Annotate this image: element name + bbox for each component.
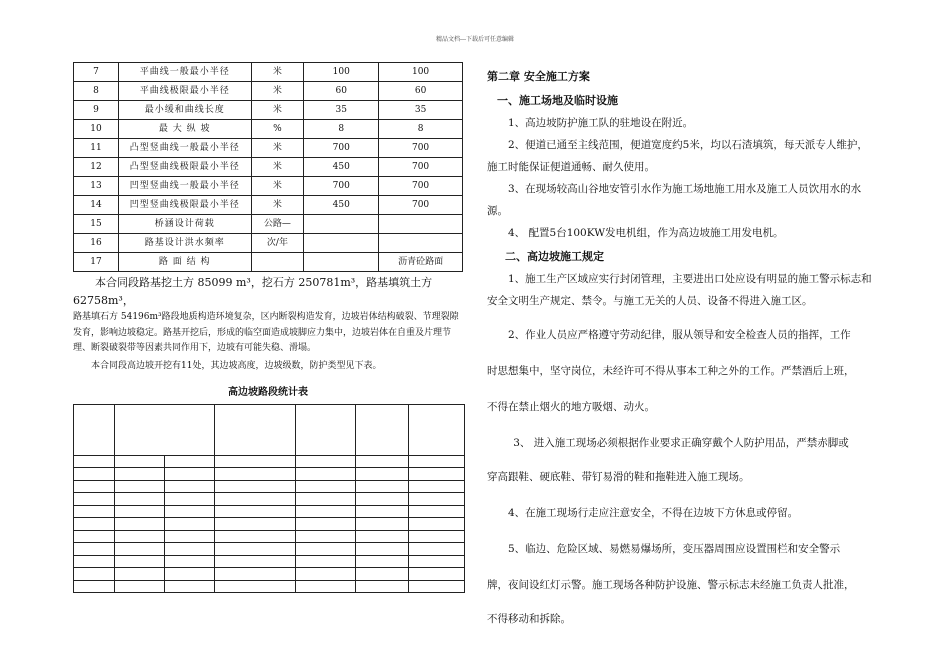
stat-cell (74, 455, 115, 468)
section-2-item: 2、作业人员应严格遵守劳动纪律，服从领导和安全检查人员的指挥，工作 (508, 329, 851, 341)
spec-cell-name: 路基设计洪水频率 (118, 234, 251, 253)
spec-cell-v1: 450 (304, 158, 379, 177)
spec-cell-v2: 700 (379, 177, 463, 196)
section-2-body (487, 268, 877, 630)
spec-cell-v1 (304, 234, 379, 253)
spec-row (74, 139, 463, 158)
stat-row (74, 530, 465, 543)
spec-cell-unit: 米 (251, 63, 304, 82)
stat-cell (296, 455, 356, 468)
spec-cell-unit: 米 (251, 82, 304, 101)
stat-cell (356, 480, 409, 493)
stat-cell (74, 543, 115, 556)
stat-row (74, 505, 465, 518)
stat-cell (114, 518, 164, 531)
stat-cell (356, 543, 409, 556)
stat-cell (214, 568, 296, 581)
stat-cell (114, 455, 164, 468)
stat-cell (214, 580, 296, 593)
stat-cell (296, 568, 356, 581)
stat-cell (74, 555, 115, 568)
stat-row (74, 455, 465, 468)
spec-cell-v2: 700 (379, 196, 463, 215)
stat-cell (409, 580, 465, 593)
stat-cell (296, 468, 356, 481)
stat-row (74, 518, 465, 531)
spec-cell-unit: 米 (251, 196, 304, 215)
stat-cell (296, 530, 356, 543)
chapter-title: 第二章 安全施工方案 (487, 70, 590, 83)
section-1-item: 1、高边坡防护施工队的驻地设在附近。 (508, 117, 694, 129)
spec-cell-v1: 60 (304, 82, 379, 101)
spec-cell-name: 最 大 纵 坡 (118, 120, 251, 139)
stat-cell (114, 543, 164, 556)
spec-cell-name: 桥涵设计荷载 (118, 215, 251, 234)
stat-row (74, 555, 465, 568)
stat-cell (296, 518, 356, 531)
stat-header-cell (214, 404, 296, 455)
stat-header-cell (114, 404, 214, 455)
section-2-item: 不得移动和拆除。 (487, 613, 571, 625)
spec-row (74, 177, 463, 196)
stat-cell (409, 518, 465, 531)
section-1-item: 2、便道已通至主线范围，便道宽度约5米，均以石渣填筑，每天派专人维护，施工时能保证便道通畅、耐久使用。 (487, 139, 868, 173)
stat-cell (114, 568, 164, 581)
stat-cell (74, 530, 115, 543)
stat-cell (164, 543, 214, 556)
spec-cell-no: 9 (74, 101, 119, 120)
stat-cell (74, 518, 115, 531)
spec-cell-name: 平曲线极限最小半径 (118, 82, 251, 101)
section-2-item: 5、临边、危险区域、易燃易爆场所，变压器周围应设置围栏和安全警示 (508, 543, 841, 555)
spec-row (74, 101, 463, 120)
stat-cell (296, 493, 356, 506)
spec-row (74, 63, 463, 82)
stat-row (74, 480, 465, 493)
spec-cell-name: 凹型竖曲线极限最小半径 (118, 196, 251, 215)
stat-cell (164, 580, 214, 593)
stat-cell (214, 455, 296, 468)
spec-cell-unit: 米 (251, 101, 304, 120)
section-2-item: 4、在施工现场行走应注意安全，不得在边坡下方休息或停留。 (508, 507, 799, 519)
spec-cell-no: 15 (74, 215, 119, 234)
spec-cell-name: 路 面 结 构 (118, 253, 251, 272)
stat-cell (114, 555, 164, 568)
right-column (487, 62, 877, 630)
spec-cell-name: 平曲线一般最小半径 (118, 63, 251, 82)
stat-cell (74, 468, 115, 481)
spec-cell-v1: 35 (304, 101, 379, 120)
stat-row (74, 568, 465, 581)
spec-cell-no: 17 (74, 253, 119, 272)
high-slope-stat-table (73, 404, 465, 594)
spec-cell-no: 13 (74, 177, 119, 196)
stat-cell (74, 505, 115, 518)
stat-cell (409, 455, 465, 468)
spec-cell-v2: 700 (379, 139, 463, 158)
stat-cell (114, 480, 164, 493)
spec-cell-no: 8 (74, 82, 119, 101)
stat-cell (356, 568, 409, 581)
spec-cell-name: 凹型竖曲线一般最小半径 (118, 177, 251, 196)
stat-cell (114, 530, 164, 543)
spec-cell-name: 最小缓和曲线长度 (118, 101, 251, 120)
spec-cell-name: 凸型竖曲线一般最小半径 (118, 139, 251, 158)
stat-cell (356, 555, 409, 568)
spec-row (74, 215, 463, 234)
stat-cell (356, 455, 409, 468)
stat-cell (409, 505, 465, 518)
section-2-title: 二、高边坡施工规定 (505, 250, 604, 263)
spec-cell-no: 12 (74, 158, 119, 177)
spec-cell-v1: 700 (304, 177, 379, 196)
stat-cell (164, 505, 214, 518)
stat-cell (214, 505, 296, 518)
stat-cell (114, 493, 164, 506)
stat-row (74, 543, 465, 556)
spec-cell-unit: 米 (251, 139, 304, 158)
stat-cell (114, 505, 164, 518)
left-column (73, 62, 463, 593)
stat-row (74, 468, 465, 481)
stat-cell (74, 493, 115, 506)
stat-cell (114, 468, 164, 481)
stat-cell (164, 530, 214, 543)
stat-cell (356, 505, 409, 518)
stat-cell (214, 480, 296, 493)
spec-cell-name: 凸型竖曲线极限最小半径 (118, 158, 251, 177)
stat-cell (409, 543, 465, 556)
spec-cell-v2: 100 (379, 63, 463, 82)
stat-cell (356, 518, 409, 531)
stat-row (74, 493, 465, 506)
stat-cell (356, 580, 409, 593)
stat-header-cell (409, 404, 465, 455)
spec-cell-no: 11 (74, 139, 119, 158)
spec-row (74, 253, 463, 272)
stat-cell (164, 480, 214, 493)
spec-cell-v2: 700 (379, 158, 463, 177)
stat-cell (296, 480, 356, 493)
stat-cell (356, 493, 409, 506)
table-title: 高边坡路段统计表 (228, 386, 308, 398)
spec-row (74, 234, 463, 253)
stat-cell (409, 493, 465, 506)
stat-cell (296, 543, 356, 556)
stat-cell (74, 480, 115, 493)
spec-row (74, 120, 463, 139)
stat-cell (214, 555, 296, 568)
spec-row (74, 196, 463, 215)
spec-cell-v1: 8 (304, 120, 379, 139)
spec-cell-v1 (304, 253, 379, 272)
spec-cell-v2: 35 (379, 101, 463, 120)
stat-cell (214, 543, 296, 556)
stat-cell (409, 480, 465, 493)
spec-row (74, 158, 463, 177)
stat-cell (164, 518, 214, 531)
spec-cell-v2: 8 (379, 120, 463, 139)
spec-row (74, 82, 463, 101)
stat-cell (114, 580, 164, 593)
section-1-item: 4、 配置5台100KW发电机组，作为高边坡施工用发电机。 (508, 227, 784, 239)
stat-cell (409, 555, 465, 568)
spec-cell-v1: 450 (304, 196, 379, 215)
spec-cell-v2 (379, 234, 463, 253)
spec-cell-v1: 700 (304, 139, 379, 158)
spec-cell-v2: 沥青砼路面 (379, 253, 463, 272)
stat-cell (409, 568, 465, 581)
section-2-item: 不得在禁止烟火的地方吸烟、动火。 (487, 401, 655, 413)
section-2-item: 1、施工生产区域应实行封闭管理，主要进出口处应设有明显的施工警示标志和安全文明生产规定、禁令。与施工无关的人员、设备不得进入施工区。 (487, 273, 872, 307)
section-1-title: 一、施工场地及临时设施 (497, 94, 618, 107)
stat-cell (164, 455, 214, 468)
section-1-body (487, 112, 877, 244)
section-2-item: 3、 进入施工现场必须根据作业要求正确穿戴个人防护用品，严禁赤脚或 (513, 437, 849, 449)
stat-header-cell (74, 404, 115, 455)
section-2-item: 时思想集中，坚守岗位，未经许可不得从事本工种之外的工作。严禁酒后上班， (487, 365, 855, 377)
stat-cell (164, 555, 214, 568)
stat-cell (214, 518, 296, 531)
stat-cell (164, 493, 214, 506)
spec-cell-unit: % (251, 120, 304, 139)
stat-cell (356, 530, 409, 543)
spec-cell-no: 14 (74, 196, 119, 215)
stat-cell (409, 530, 465, 543)
spec-table (73, 62, 463, 272)
spec-cell-no: 7 (74, 63, 119, 82)
stat-cell (409, 468, 465, 481)
spec-cell-unit: 米 (251, 158, 304, 177)
section-2-item: 穿高跟鞋、硬底鞋、带钉易滑的鞋和拖鞋进入施工现场。 (487, 471, 750, 483)
stat-header-cell (356, 404, 409, 455)
stat-cell (164, 568, 214, 581)
spec-cell-unit: 米 (251, 177, 304, 196)
geology-description: 路基填石方 54196m³路段地质构造环境复杂，区内断裂构造发育，边坡岩体结构破裂、节理裂隙发育，影响边坡稳定。路基开挖后，形成的临空面造成坡脚应力集中，边坡岩体在自重及片理节理、断裂破裂带等因素共同作用下，边坡有可能失稳、滑塌。 (73, 312, 459, 353)
spec-cell-v2 (379, 215, 463, 234)
stat-cell (74, 568, 115, 581)
spec-cell-v1 (304, 215, 379, 234)
spec-cell-no: 16 (74, 234, 119, 253)
spec-cell-v2: 60 (379, 82, 463, 101)
stat-row (74, 580, 465, 593)
stat-cell (214, 468, 296, 481)
stat-cell (356, 468, 409, 481)
section-2-item: 牌，夜间设红灯示警。施工现场各种防护设施、警示标志未经施工负责人批准， (487, 579, 855, 591)
stat-cell (164, 468, 214, 481)
stat-header-cell (296, 404, 356, 455)
stat-header-row (74, 404, 465, 455)
page-header: 精品文档---下载后可任意编辑 (435, 36, 515, 43)
stat-cell (214, 530, 296, 543)
stat-cell (296, 580, 356, 593)
spec-cell-no: 10 (74, 120, 119, 139)
stat-cell (214, 493, 296, 506)
stat-cell (296, 555, 356, 568)
section-1-item: 3、在现场较高山谷地安管引水作为施工场地施工用水及施工人员饮用水的水源。 (487, 183, 862, 217)
high-slope-note: 本合同段高边坡开挖有11处，其边坡高度，边坡级数，防护类型见下表。 (91, 360, 382, 371)
stat-cell (296, 505, 356, 518)
earthwork-summary: 本合同段路基挖土方 85099 m³，挖石方 250781m³，路基填筑土方 62758m³， (73, 276, 433, 307)
spec-cell-unit: 次/年 (251, 234, 304, 253)
spec-cell-v1: 100 (304, 63, 379, 82)
spec-cell-unit (251, 253, 304, 272)
spec-cell-unit: 公路— (251, 215, 304, 234)
stat-cell (74, 580, 115, 593)
